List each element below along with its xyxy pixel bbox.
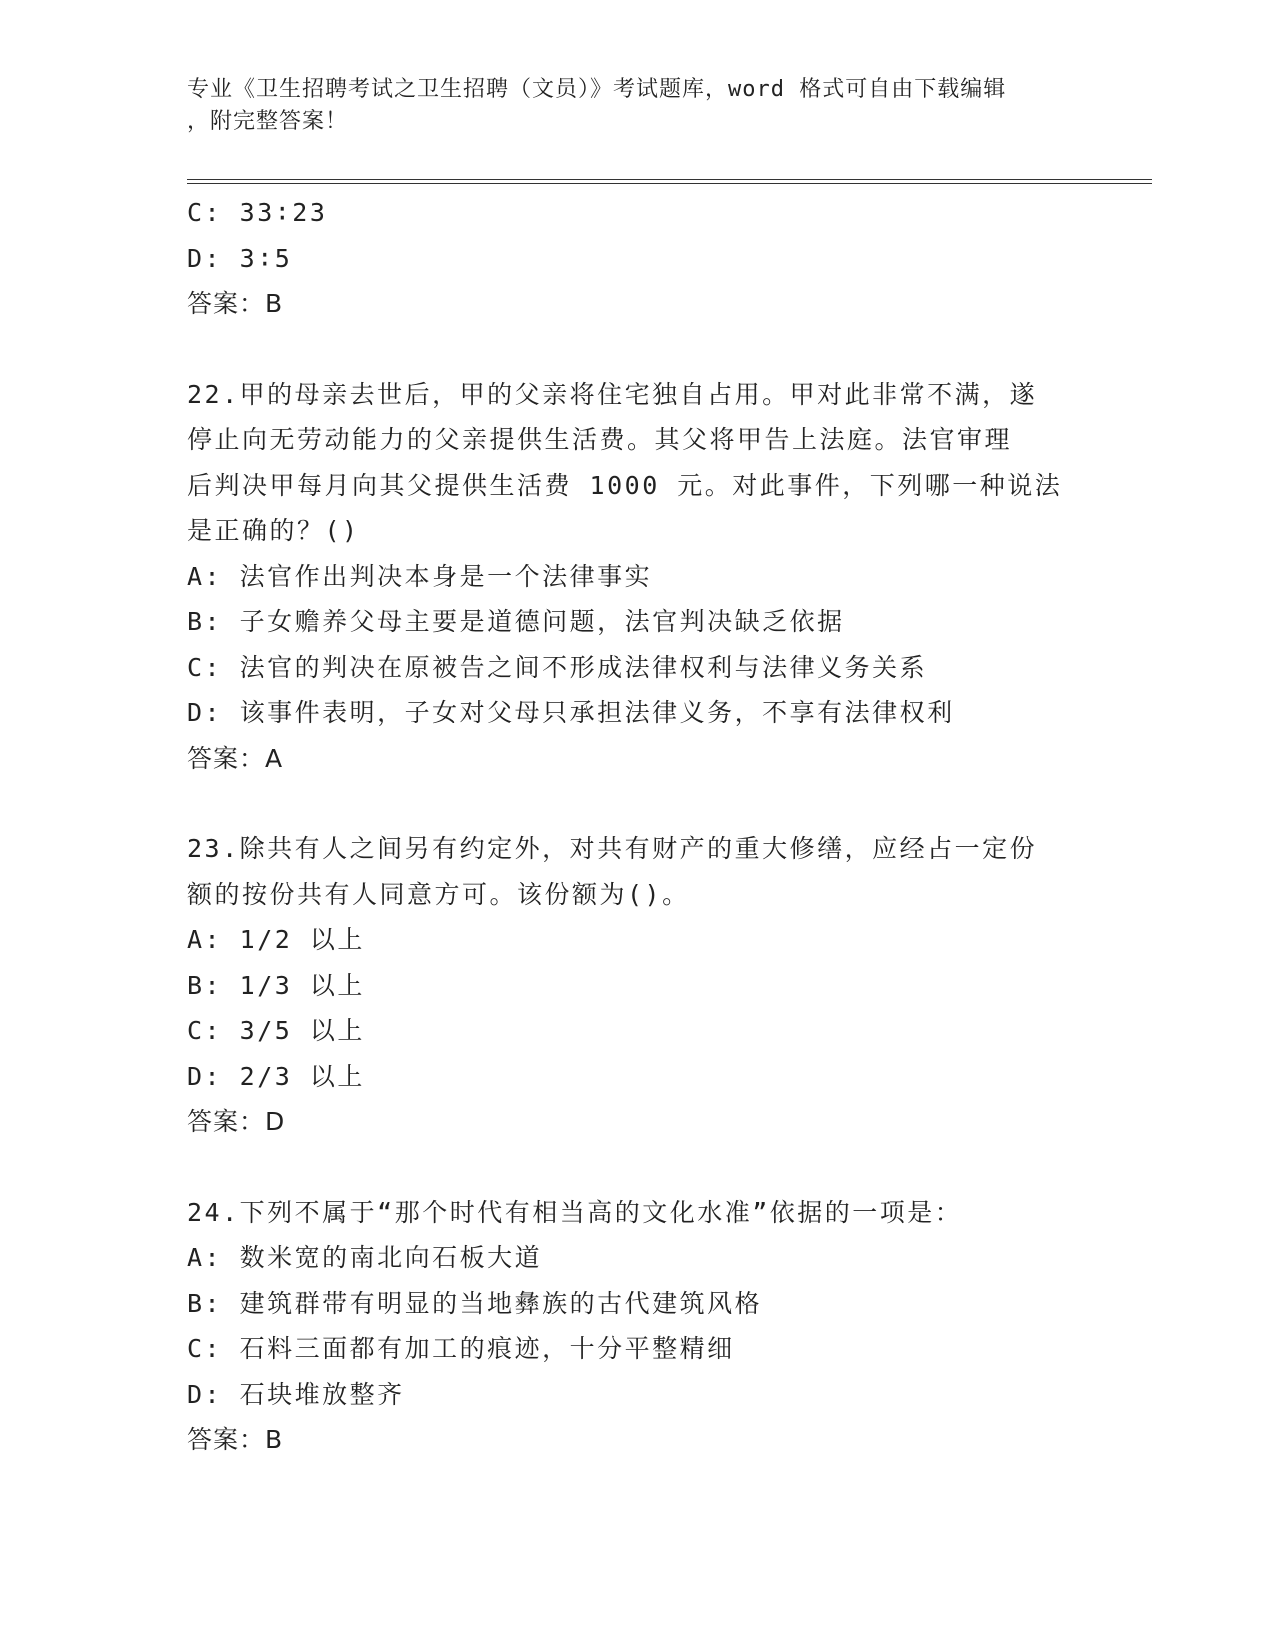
- stem-line: 停止向无劳动能力的父亲提供生活费。其父将甲告上法庭。法官审理: [187, 425, 1013, 454]
- answer-line: 答案：A: [187, 743, 284, 773]
- carryover-question: [187, 190, 1087, 327]
- header-divider-bottom: [187, 183, 1152, 184]
- stem-line: 23.除共有人之间另有约定外，对共有财产的重大修缮，应经占一定份: [187, 834, 1038, 863]
- stem-line: 额的按份共有人同意方可。该份额为()。: [187, 879, 690, 909]
- option-d: D: 2/3 以上: [187, 1061, 365, 1091]
- option-b: B: 1/3 以上: [187, 970, 365, 1000]
- option-a: A: 1/2 以上: [187, 925, 365, 954]
- answer-line: 答案：B: [187, 289, 284, 318]
- answer-line: 答案：D: [187, 1107, 286, 1136]
- header-divider-top: [187, 179, 1152, 180]
- header-line-1: 专业《卫生招聘考试之卫生招聘（文员）》考试题库，word 格式可自由下载编辑: [187, 77, 1007, 102]
- stem-line: 是正确的？(): [187, 516, 360, 545]
- stem-line: 后判决甲每月向其父提供生活费 1000 元。对此事件，下列哪一种说法: [187, 470, 1063, 500]
- question-22: [187, 372, 1087, 782]
- question-list: [187, 190, 1087, 1463]
- question-stem: [187, 826, 1077, 917]
- document-header-note: [187, 74, 1087, 138]
- answer-line: 答案：B: [187, 1425, 284, 1454]
- option-c: C: 33∶23: [187, 198, 328, 227]
- option-b: B: 建筑群带有明显的当地彝族的古代建筑风格: [187, 1288, 763, 1318]
- question-24: [187, 1190, 1087, 1463]
- option-d: D: 该事件表明，子女对父母只承担法律义务，不享有法律权利: [187, 698, 955, 727]
- option-c: C: 法官的判决在原被告之间不形成法律权利与法律义务关系: [187, 652, 928, 682]
- question-stem: [187, 1190, 1077, 1236]
- stem-line: 24.下列不属于“那个时代有相当高的文化水准”依据的一项是：: [187, 1197, 963, 1227]
- option-c: C: 石料三面都有加工的痕迹，十分平整精细: [187, 1334, 735, 1363]
- header-line-2: ，附完整答案！: [187, 109, 349, 134]
- option-a: A: 数米宽的南北向石板大道: [187, 1243, 543, 1272]
- option-d: D: 石块堆放整齐: [187, 1379, 405, 1409]
- option-a: A: 法官作出判决本身是一个法律事实: [187, 561, 653, 591]
- option-d: D: 3∶5: [187, 243, 293, 273]
- option-c: C: 3/5 以上: [187, 1016, 365, 1045]
- stem-line: 22.甲的母亲去世后，甲的父亲将住宅独自占用。甲对此非常不满，遂: [187, 379, 1038, 409]
- question-23: [187, 826, 1087, 1145]
- option-b: B: 子女赡养父母主要是道德问题，法官判决缺乏依据: [187, 607, 845, 636]
- question-stem: [187, 372, 1077, 554]
